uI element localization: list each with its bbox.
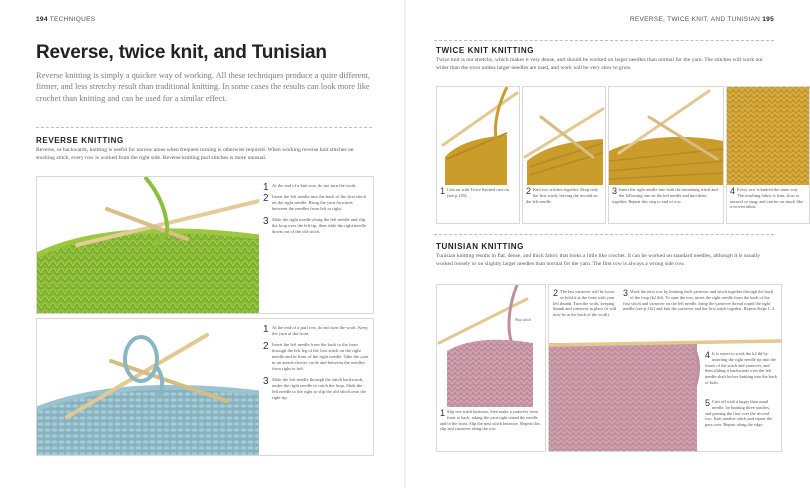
step-text: Every row is knitted the same way. The resulting fabric is firm, slow to unravel or snag, and can be cut much like a woven fabric. bbox=[730, 187, 804, 210]
reverse-purl-steps bbox=[263, 325, 369, 406]
section-divider bbox=[434, 40, 774, 41]
step-item bbox=[263, 194, 369, 212]
left-folio bbox=[36, 16, 95, 23]
slip-stitch-label: Slip stitch bbox=[515, 317, 532, 322]
left-page bbox=[0, 0, 404, 488]
step-text: Insert the left needle into the back of the first stitch on the right needle. Bring the yarn forwards between the needles from left to right. bbox=[272, 194, 366, 211]
tunisian-main-panel bbox=[548, 284, 782, 452]
reverse-body: Reverse, or backwards, knitting is useful for narrow areas when frequent turning is otherwise required. When working reverse knit stitches on stocking stitch, every row is worked from the right side. Reverse knitting purl stitches is more unusual. bbox=[36, 147, 354, 161]
tunisian-step1-caption bbox=[440, 409, 542, 432]
tunisian-step1-panel bbox=[436, 284, 546, 452]
step-number: 4 bbox=[705, 350, 711, 360]
step-number: 5 bbox=[705, 398, 711, 408]
step-text: Work the next row by knitting each yarnover and stitch together through the back of the loop (k2 tbl). To start the row, insert the right needle from the back of the first stitch and yarnover on the left needle, bring the yarnover thread round the right needle (see p.132) and knit the yarnover and the first stitch together. Repeat Steps 1–3. bbox=[623, 289, 776, 312]
step-number: 2 bbox=[553, 288, 559, 298]
step-number: 4 bbox=[730, 186, 736, 196]
tunisian-heading: TUNISIAN KNITTING bbox=[436, 242, 524, 251]
gold-knitting-photo bbox=[609, 87, 723, 185]
step-text: Insert the left needle from the back to the front through the left leg of the first stitch on the right needle and in front of the right needle. Take the yarn in an anticlockwise circle and between the needles from right to left. bbox=[272, 342, 369, 371]
reverse-knit-steps bbox=[263, 183, 369, 240]
twice-step1-caption bbox=[440, 187, 516, 199]
pink-knitting-photo bbox=[437, 285, 545, 407]
page-number: 195 bbox=[762, 16, 774, 23]
tunisian-step4-caption bbox=[705, 351, 777, 386]
step-text: Slip one stitch knitwise, then make a yarnover from front to back, taking the yarn right round the needle and to the front. Slip the next stitch knitwise. Repeat this slip and yarnover along the row. bbox=[440, 409, 540, 432]
step-text: Slide the right needle along the left needle and slip the loop over the left tip, then slide the right needle down out of the old stitch. bbox=[272, 217, 367, 234]
step-item bbox=[263, 325, 369, 337]
section-divider bbox=[434, 234, 774, 235]
step-number: 1 bbox=[440, 408, 446, 418]
folio-section: TECHNIQUES bbox=[49, 16, 96, 23]
step-item bbox=[263, 217, 369, 235]
step-item bbox=[263, 377, 369, 401]
step-item bbox=[263, 182, 369, 193]
step-text: Slide the left needle through the stitch backwards under the right needle to catch the loop. Slide the left needle to the right to slip the old stitch onto the right tip. bbox=[272, 377, 367, 400]
right-page bbox=[406, 0, 810, 488]
reverse-knit-panel bbox=[36, 176, 374, 314]
step-number: 3 bbox=[612, 186, 618, 196]
step-number: 3 bbox=[623, 288, 629, 298]
page-number: 194 bbox=[36, 16, 48, 23]
step-text: At the end of a knit row, do not turn the work. bbox=[272, 183, 357, 188]
step-text: At the end of a purl row, do not turn the work. Keep the yarn at the front. bbox=[272, 325, 368, 336]
intro-paragraph: Reverse knitting is simply a quicker way of working. All these techniques produce a quite different, firmer, and less stretchy result than traditional knitting. In some cases the results can look more like crochet than knitting and can be used for a similar effect. bbox=[36, 71, 371, 103]
step-number: 1 bbox=[263, 324, 269, 335]
gold-knitting-photo bbox=[523, 87, 605, 185]
page-title: Reverse, twice knit, and Tunisian bbox=[36, 42, 327, 63]
step-text: Cast on with Twice Knitted cast-on (see p.105). bbox=[447, 187, 509, 198]
green-knitting-photo bbox=[37, 177, 259, 313]
reverse-heading: REVERSE KNITTING bbox=[36, 136, 124, 145]
tunisian-body: Tunisian knitting results in flat, dense, and thick fabric that looks a little like crochet. It can be worked on standard needles, although it is usually worked loosely or on slightly larger needles than normal for the yarn. The first row is always a wrong side row. bbox=[436, 253, 761, 267]
right-folio bbox=[630, 16, 774, 23]
step-text: It is easier to work the k2 tbl by inserting the right needle tip into the fronts of the stitch and yarnover, and then sliding it backwards over the left needle shaft before knitting into the back of both. bbox=[705, 351, 777, 385]
twice-step4-panel bbox=[726, 86, 810, 224]
tunisian-step5-caption bbox=[705, 399, 777, 428]
twice-knit-body: Twice knit is not stretchy, which makes it very dense, and should be worked on larger needles than normal for the yarn. The stitches will work out wider than the rows unless larger needles are used, and work will be very slow to grow. bbox=[436, 57, 763, 71]
step-text: Cast off with a larger than usual needle, by knitting three stitches, and passing the first over the second two. Knit another stitch and repeat the pass over. Repeat along the edge. bbox=[705, 399, 773, 428]
step-number: 2 bbox=[263, 341, 269, 352]
step-number: 1 bbox=[263, 182, 269, 193]
twice-step2-panel bbox=[522, 86, 606, 224]
step-number: 1 bbox=[440, 186, 446, 196]
gold-knitting-photo bbox=[437, 87, 519, 185]
step-number: 3 bbox=[263, 216, 269, 227]
step-number: 2 bbox=[263, 193, 269, 204]
twice-step3-caption bbox=[612, 187, 720, 204]
twice-knit-heading: TWICE KNIT KNITTING bbox=[436, 46, 535, 55]
step-text: The last yarnover will be loose, so hold it at the front with your left thumb. Turn the work, keeping thumb and yarnover in place (it will now be at the back of the work). bbox=[553, 289, 617, 318]
twice-step2-caption bbox=[526, 187, 602, 204]
step-text: Knit two stitches together. Drop only the first stitch, leaving the second on the left needle. bbox=[526, 187, 599, 204]
twice-step4-caption bbox=[730, 187, 806, 210]
blue-knitting-photo bbox=[37, 319, 259, 455]
folio-section: REVERSE, TWICE KNIT, AND TUNISIAN bbox=[629, 16, 761, 23]
step-number: 2 bbox=[526, 186, 532, 196]
step-text: Insert the right needle into both the remaining stitch and the following one on the left needle and knit them together. Repeat this step to end of row. bbox=[612, 187, 718, 204]
gold-fabric-swatch bbox=[727, 87, 809, 185]
twice-step3-panel bbox=[608, 86, 724, 224]
reverse-purl-panel bbox=[36, 318, 374, 456]
step-number: 3 bbox=[263, 376, 269, 387]
section-divider bbox=[36, 127, 372, 128]
twice-step1-panel bbox=[436, 86, 520, 224]
step-item bbox=[263, 342, 369, 372]
